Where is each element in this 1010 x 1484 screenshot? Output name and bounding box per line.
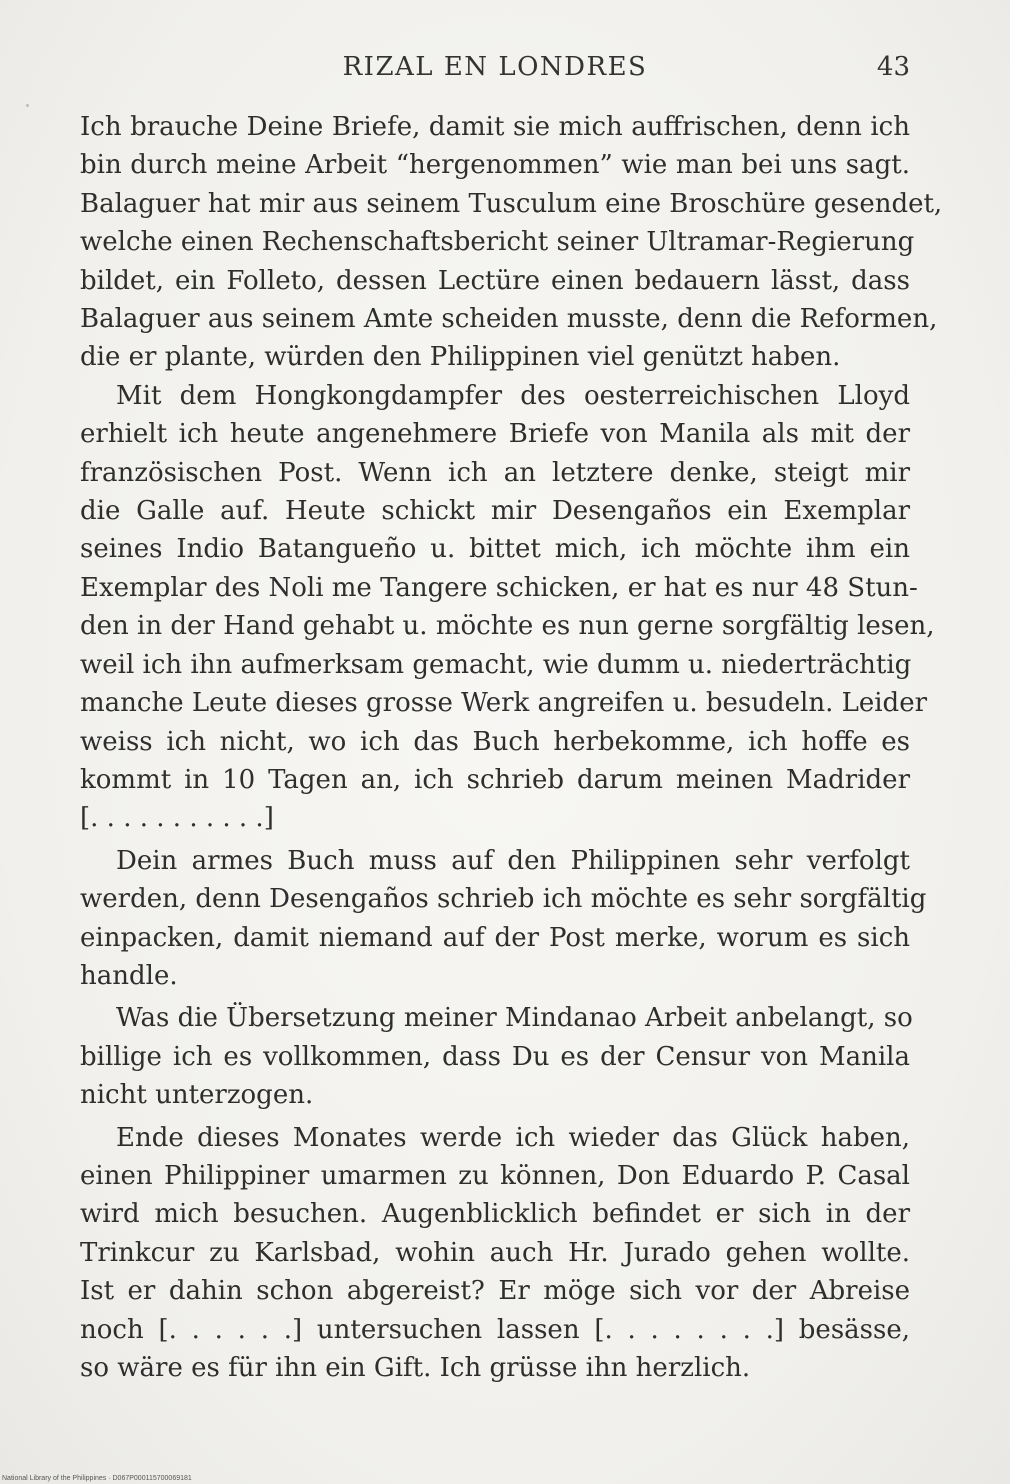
text-line: so wäre es für ihn ein Gift. Ich grüsse ihn herzlich. [80,1353,751,1383]
text-line: erhielt ich heute angenehmere Briefe von Manila als mit der [80,419,910,450]
paragraph-3 [80,842,927,996]
text-line: die er plante, würden den Philippinen viel genützt haben. [80,342,841,373]
text-line: Balaguer hat mir aus seinem Tusculum eine Broschüre gesendet, [80,188,943,219]
page-speck [26,104,29,107]
body-text [80,108,943,1387]
text-line: einen Philippiner umarmen zu können, Don Eduardo P. Casal [80,1160,910,1191]
text-line: Was die Übersetzung meiner Mindanao Arbeit anbelangt, so [116,1003,913,1034]
page-number: 43 [876,52,910,82]
text-line: Ich brauche Deine Briefe, damit sie mich auffrischen, denn ich [80,112,910,142]
running-header [80,52,910,86]
text-line: weiss ich nicht, wo ich das Buch herbekomme, ich hoffe es [80,726,910,757]
text-line: Dein armes Buch muss auf den Philippinen sehr verfolgt [116,845,910,876]
text-line: Ende dieses Monates werde ich wieder das Glück haben, [116,1122,910,1153]
text-line: noch [. . . . . .] untersuchen lassen [. . . . . . . .] besässe, [80,1314,910,1345]
text-line: den in der Hand gehabt u. möchte es nun gerne sorgfältig lesen, [80,611,935,642]
running-title: RIZAL EN LONDRES [342,52,648,82]
ellipsis-gap: [. . . . . . . . . . .] [80,803,274,834]
scan-credit: National Library of the Philippines · D067P000115700069181 [2,1475,192,1482]
text-line: nicht unterzogen. [80,1080,314,1111]
text-line: welche einen Rechenschaftsbericht seiner Ultramar-Regierung [80,227,915,258]
text-line: manche Leute dieses grosse Werk angreifen u. besudeln. Leider [80,688,928,719]
text-line: Exemplar des Noli me Tangere schicken, er hat es nur 48 Stun- [80,572,918,603]
text-line: handle. [80,960,178,991]
text-line: Mit dem Hongkongdampfer des oesterreichischen Lloyd [116,380,910,411]
text-line: Trinkcur zu Karlsbad, wohin auch Hr. Jurado gehen wollte. [80,1237,910,1268]
paragraph-4 [80,999,913,1114]
paragraph-1 [80,108,943,377]
text-line: billige ich es vollkommen, dass Du es der Censur von Manila [80,1041,910,1072]
paragraph-2 [80,377,935,838]
text-line: werden, denn Desengaños schrieb ich möchte es sehr sorgfältig [80,884,927,915]
text-line: weil ich ihn aufmerksam gemacht, wie dumm u. niederträchtig [80,649,912,680]
text-line: seines Indio Batangueño u. bittet mich, ich möchte ihm ein [80,534,910,565]
text-line: Balaguer aus seinem Amte scheiden musste, denn die Reformen, [80,304,938,335]
paragraph-5 [80,1119,910,1388]
text-line: kommt in 10 Tagen an, ich schrieb darum meinen Madrider [80,764,910,795]
text-line: bin durch meine Arbeit “hergenommen” wie man bei uns sagt. [80,150,910,181]
text-line: einpacken, damit niemand auf der Post merke, worum es sich [80,922,910,953]
text-line: bildet, ein Folleto, dessen Lectüre einen bedauern lässt, dass [80,265,910,296]
text-line: Ist er dahin schon abgereist? Er möge sich vor der Abreise [80,1276,910,1307]
text-line: wird mich besuchen. Augenblicklich befindet er sich in der [80,1199,910,1230]
text-line: die Galle auf. Heute schickt mir Desengaños ein Exemplar [80,496,910,527]
text-line: französischen Post. Wenn ich an letztere denke, steigt mir [80,457,910,488]
